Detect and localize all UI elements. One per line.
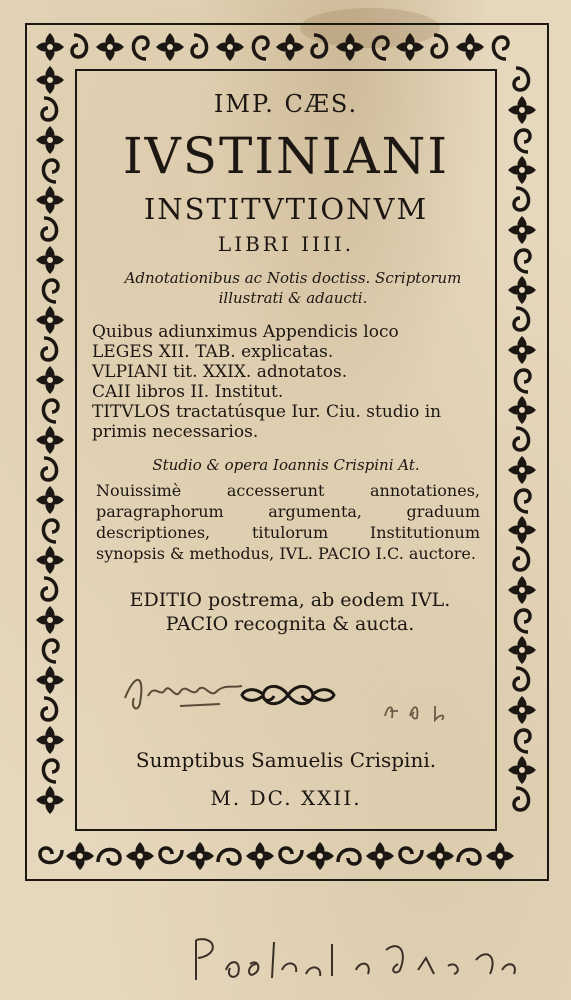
border-ornament bbox=[426, 842, 454, 870]
border-ornament bbox=[42, 338, 57, 360]
border-ornament bbox=[43, 760, 58, 782]
border-ornament bbox=[133, 37, 148, 59]
border-ornament bbox=[96, 33, 124, 61]
studio-line: Studio & opera Ioannis Crispini At. bbox=[152, 456, 420, 474]
ownership-inscription-mark bbox=[186, 930, 546, 990]
border-ornament bbox=[126, 842, 154, 870]
border-ornament bbox=[40, 848, 62, 863]
border-ornament bbox=[72, 35, 87, 57]
border-ornament bbox=[36, 426, 64, 454]
publisher-line: Sumptibus Samuelis Crispini. bbox=[135, 748, 437, 772]
border-ornament bbox=[515, 730, 530, 752]
border-ornament bbox=[515, 130, 530, 152]
title-libri: LIBRI IIII. bbox=[217, 232, 355, 256]
list-item: TITVLOS tractatúsque Iur. Ciu. studio in primis necessarios. bbox=[92, 402, 442, 442]
contents-list bbox=[92, 322, 488, 442]
border-ornament bbox=[432, 35, 447, 57]
border-ornament bbox=[514, 188, 529, 210]
border-ornament bbox=[42, 578, 57, 600]
border-ornament bbox=[280, 848, 302, 863]
fleuron-ornament-icon bbox=[238, 682, 338, 708]
border-ornament bbox=[514, 428, 529, 450]
border-ornament bbox=[98, 849, 120, 864]
border-ornament bbox=[508, 216, 536, 244]
border-ornament bbox=[508, 516, 536, 544]
border-ornament bbox=[43, 640, 58, 662]
border-ornament bbox=[36, 66, 64, 94]
border-ornament bbox=[253, 37, 268, 59]
border-ornament bbox=[218, 849, 240, 864]
border-ornament bbox=[36, 246, 64, 274]
border-ornament bbox=[456, 33, 484, 61]
border-ornament bbox=[192, 35, 207, 57]
handwritten-initials-mark bbox=[380, 696, 470, 726]
border-ornament bbox=[36, 546, 64, 574]
border-ornament bbox=[400, 848, 422, 863]
border-ornament bbox=[312, 35, 327, 57]
border-ornament bbox=[36, 126, 64, 154]
border-ornament bbox=[66, 842, 94, 870]
nouissime-paragraph: Nouissimè accesserunt annotationes, paragraphorum argumenta, graduum descriptiones, titulorum Institutionum synopsis & methodus, IVL. PACIO I.C. auctore. bbox=[96, 481, 480, 563]
border-ornament bbox=[458, 849, 480, 864]
border-ornament bbox=[338, 849, 360, 864]
border-ornament bbox=[514, 68, 529, 90]
border-ornament bbox=[508, 96, 536, 124]
subtitle-adnotationibus: Adnotationibus ac Notis doctiss. Scriptorum illustrati & adaucti. bbox=[124, 269, 462, 307]
border-ornament bbox=[508, 336, 536, 364]
list-item: CAII libros II. Institut. bbox=[92, 382, 284, 402]
border-ornament bbox=[396, 33, 424, 61]
border-ornament bbox=[36, 606, 64, 634]
border-ornament bbox=[508, 276, 536, 304]
border-ornament bbox=[36, 33, 64, 61]
publication-date: M. DC. XXII. bbox=[210, 786, 362, 810]
border-ornament bbox=[508, 756, 536, 784]
border-ornament bbox=[508, 576, 536, 604]
border-ornament bbox=[508, 636, 536, 664]
border-ornament bbox=[42, 458, 57, 480]
border-ornament bbox=[493, 37, 508, 59]
border-ornament bbox=[43, 520, 58, 542]
border-ornament bbox=[43, 160, 58, 182]
border-ornament bbox=[36, 666, 64, 694]
border-ornament bbox=[514, 548, 529, 570]
handwritten-signature-mark bbox=[120, 668, 250, 718]
border-ornament bbox=[36, 186, 64, 214]
title-iustiniani: IVSTINIANI bbox=[122, 127, 450, 185]
list-item: VLPIANI tit. XXIX. adnotatos. bbox=[92, 362, 348, 382]
border-ornament bbox=[36, 726, 64, 754]
border-ornament bbox=[486, 842, 514, 870]
border-ornament bbox=[36, 786, 64, 814]
border-ornament bbox=[366, 842, 394, 870]
border-ornament bbox=[515, 370, 530, 392]
border-ornament bbox=[36, 366, 64, 394]
border-ornament bbox=[43, 400, 58, 422]
border-ornament bbox=[276, 33, 304, 61]
border-ornament bbox=[514, 668, 529, 690]
border-ornament bbox=[336, 33, 364, 61]
border-ornament bbox=[43, 280, 58, 302]
title-institutionum: INSTITVTIONVM bbox=[143, 192, 429, 226]
border-ornament bbox=[246, 842, 274, 870]
border-ornament bbox=[216, 33, 244, 61]
border-ornament bbox=[36, 306, 64, 334]
border-ornament bbox=[42, 698, 57, 720]
border-ornament bbox=[306, 842, 334, 870]
border-ornament bbox=[508, 696, 536, 724]
border-ornament bbox=[373, 37, 388, 59]
border-ornament bbox=[514, 788, 529, 810]
border-ornament bbox=[508, 456, 536, 484]
editio-paragraph: EDITIO postrema, ab eodem IVL. PACIO recognita & aucta. bbox=[129, 589, 451, 635]
border-ornament bbox=[156, 33, 184, 61]
border-ornament bbox=[186, 842, 214, 870]
border-ornament bbox=[42, 218, 57, 240]
border-ornament bbox=[160, 848, 182, 863]
title-block bbox=[80, 72, 492, 826]
border-ornament bbox=[514, 308, 529, 330]
border-ornament bbox=[515, 250, 530, 272]
list-item: LEGES XII. TAB. explicatas. bbox=[92, 342, 334, 362]
list-item: Quibus adiunximus Appendicis loco bbox=[92, 322, 399, 342]
border-ornament bbox=[36, 486, 64, 514]
border-ornament bbox=[508, 396, 536, 424]
border-ornament bbox=[508, 156, 536, 184]
border-ornament bbox=[515, 610, 530, 632]
border-ornament bbox=[42, 98, 57, 120]
border-ornament bbox=[515, 490, 530, 512]
title-imp-caes: IMP. CÆS. bbox=[213, 90, 359, 118]
